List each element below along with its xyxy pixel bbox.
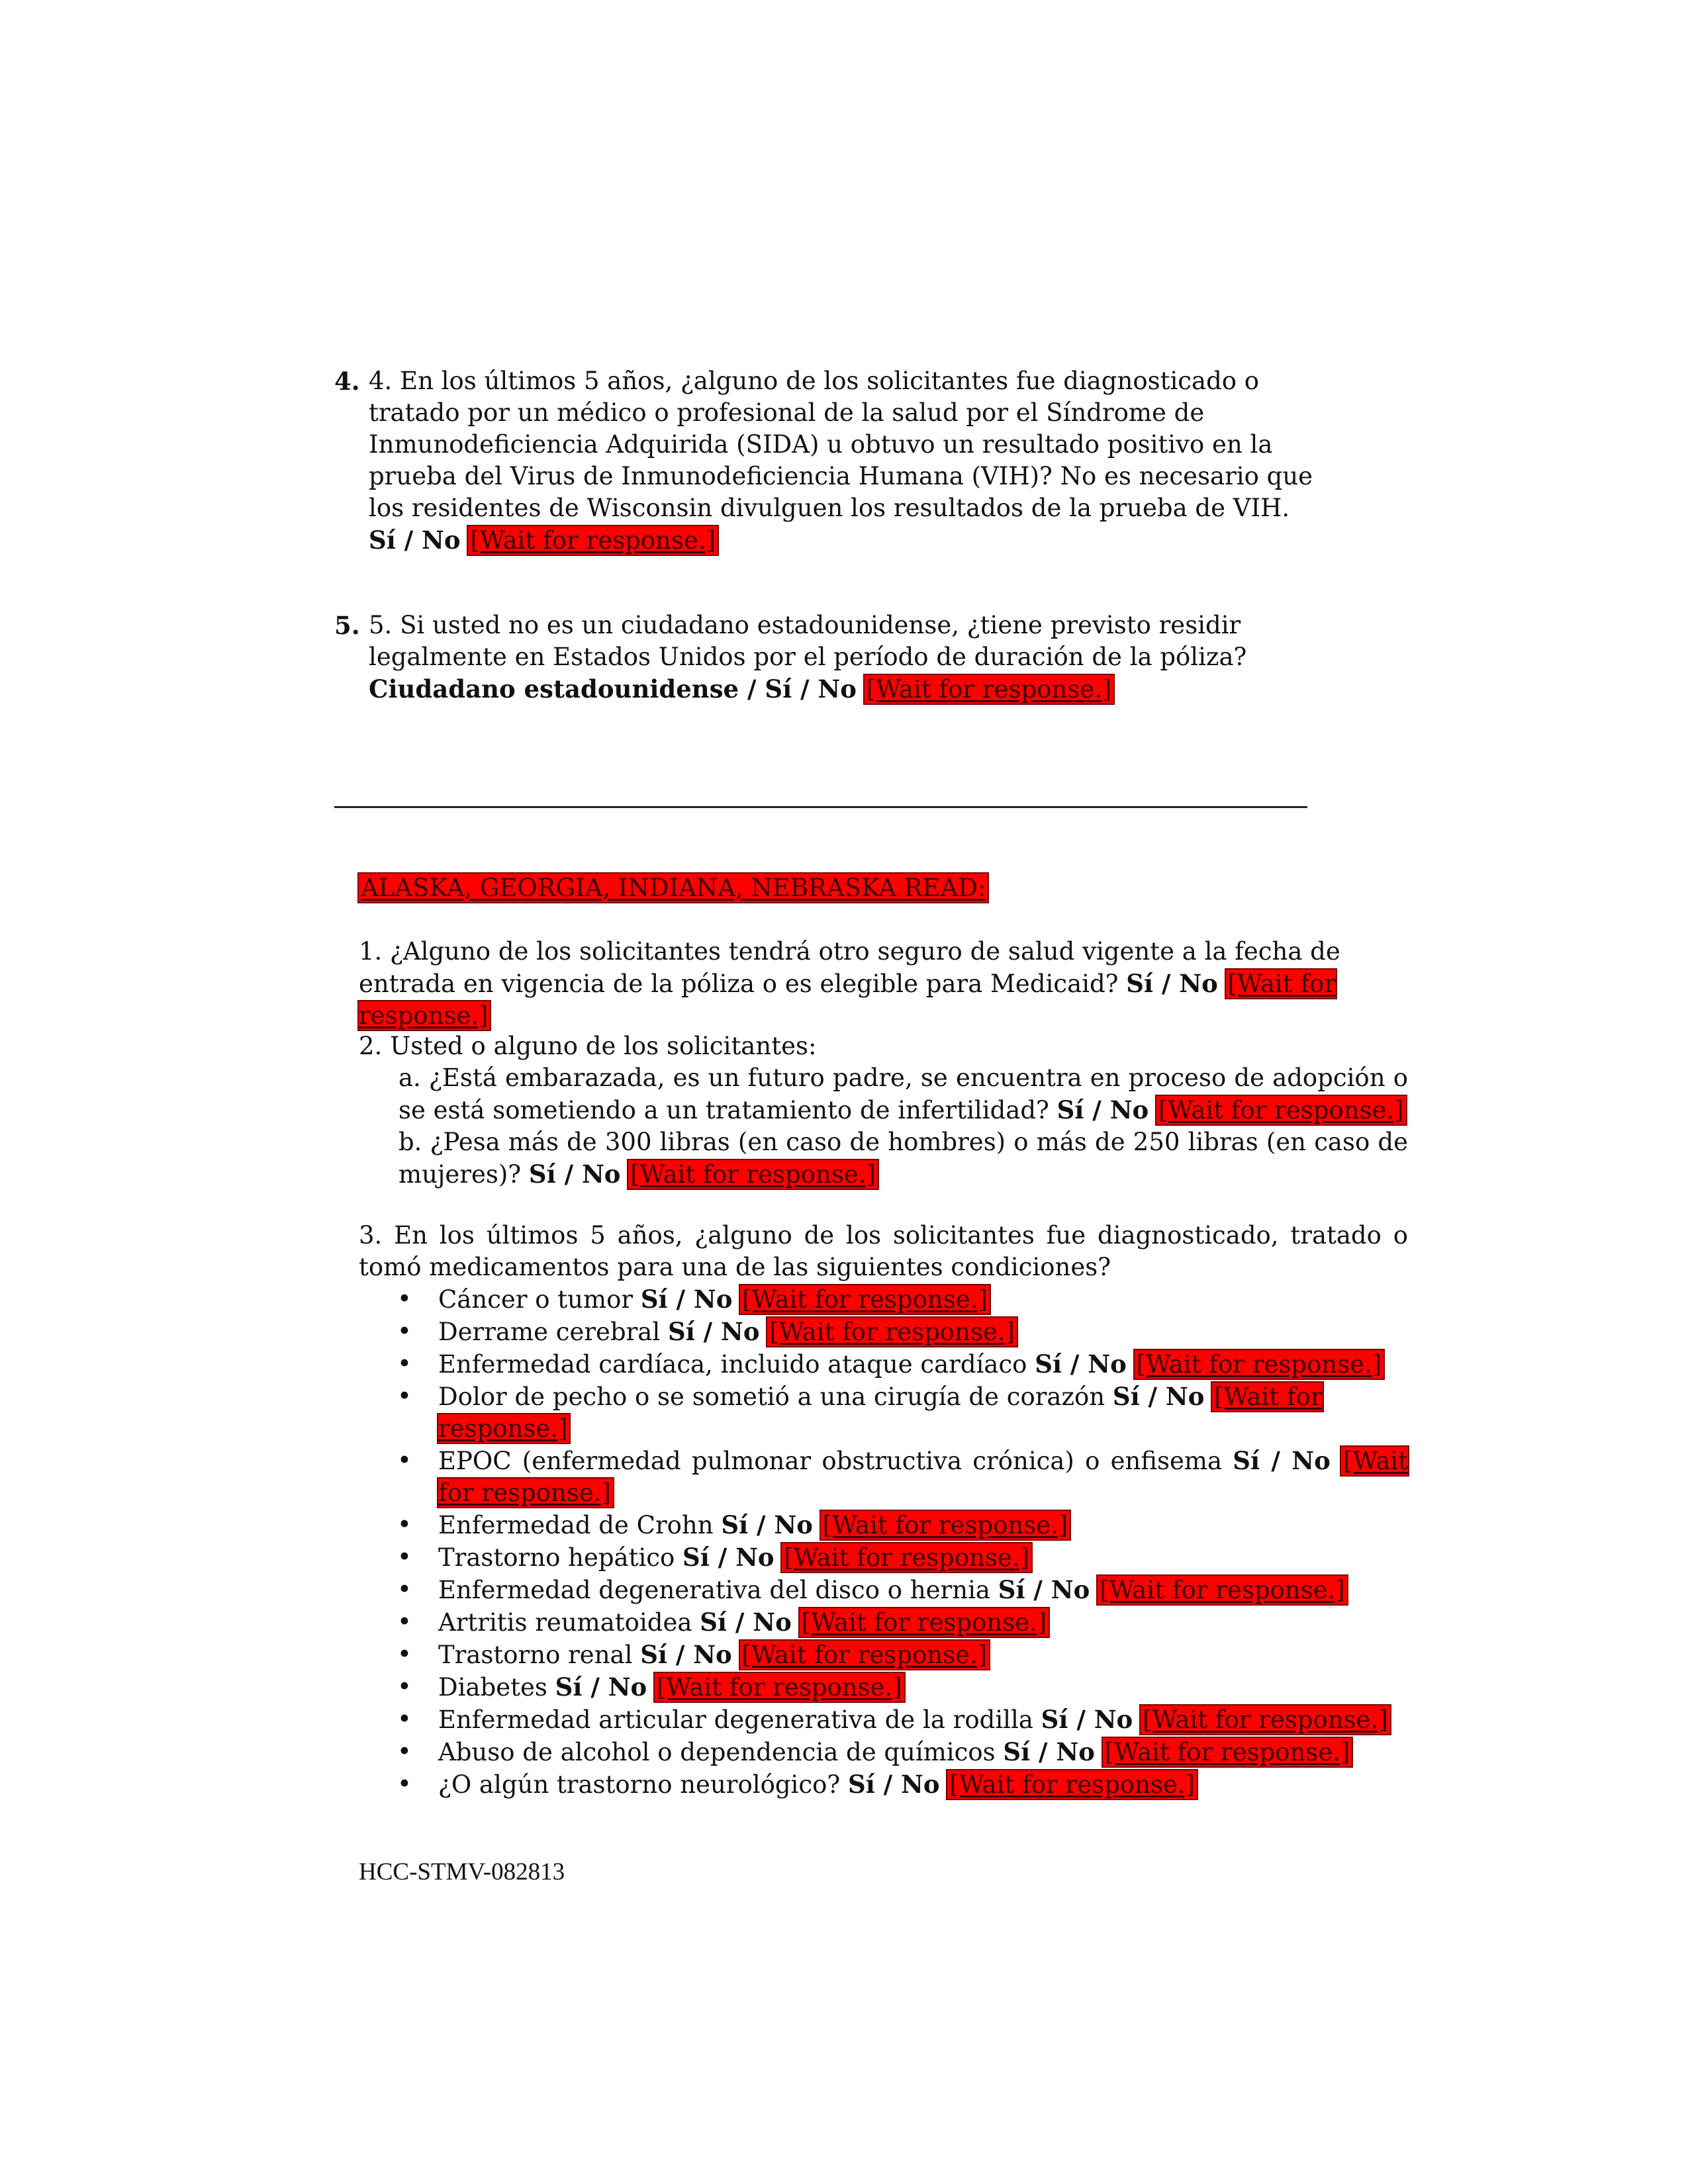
question-body: 5. Si usted no es un ciudadano estadounidense, ¿tiene previsto residir legalmente en Estados Unidos por el período de duración de la póliza? — [369, 611, 1247, 671]
answer-options: Sí / No — [1041, 1705, 1133, 1734]
answer-options: Sí / No — [682, 1543, 774, 1572]
question-text — [369, 610, 1314, 705]
section-question-3 — [359, 1220, 1408, 1801]
answer-options: Sí / No — [640, 1640, 732, 1669]
answer-options: Sí / No — [1112, 1382, 1205, 1411]
list-item — [359, 1509, 1408, 1541]
list-item — [359, 1606, 1408, 1639]
condition-label: Artritis reumatoidea — [438, 1608, 692, 1637]
list-item — [359, 1316, 1408, 1348]
wait-for-response-prompt: [Wait for response.] — [767, 1318, 1017, 1346]
wait-for-response-prompt: [Wait for response.] — [947, 1770, 1197, 1799]
answer-options: Sí / No — [700, 1608, 792, 1637]
condition-label: Trastorno hepático — [438, 1543, 675, 1572]
wait-for-response-prompt: [Wait for response.] — [740, 1285, 990, 1314]
document-code: HCC-STMV-082813 — [359, 1858, 565, 1886]
wait-for-response-prompt: [Wait for response.] — [1141, 1706, 1390, 1734]
condition-label: Enfermedad articular degenerativa de la rodilla — [438, 1706, 1033, 1734]
answer-options: Ciudadano estadounidense / Sí / No — [369, 674, 857, 704]
list-item — [359, 1348, 1408, 1381]
answer-options: Sí / No — [847, 1770, 940, 1799]
wait-for-response-prompt: [Wait for response.] — [821, 1511, 1070, 1539]
answer-options: Sí / No — [528, 1160, 621, 1189]
answer-options: Sí / No — [998, 1575, 1090, 1604]
answer-options: Sí / No — [1056, 1095, 1149, 1124]
answer-options: Sí / No — [667, 1317, 760, 1346]
list-item — [359, 1736, 1408, 1768]
condition-label: Dolor de pecho o se sometió a una cirugía de corazón — [438, 1383, 1105, 1411]
wait-for-response-prompt: [Wait for response.] — [628, 1160, 878, 1189]
answer-options: Sí / No — [555, 1672, 647, 1702]
answer-options: Sí / No — [1035, 1349, 1127, 1379]
condition-label: Enfermedad de Crohn — [438, 1511, 714, 1539]
condition-label: Enfermedad degenerativa del disco o hernia — [438, 1576, 990, 1604]
answer-options: Sí / No — [369, 525, 461, 555]
wait-for-response-prompt: [Wait for response.] — [655, 1673, 904, 1702]
condition-label: ¿O algún trastorno neurológico? — [438, 1770, 841, 1799]
list-item — [359, 1768, 1408, 1801]
condition-label: Abuso de alcohol o dependencia de químicos — [438, 1738, 996, 1766]
wait-for-response-prompt: [Wait for response.] — [468, 526, 718, 555]
question-number: 4. — [334, 367, 360, 396]
wait-for-response-prompt: [Wait for response.] — [740, 1641, 990, 1669]
wait-for-response-prompt: [Wait for response.] — [438, 1383, 1323, 1443]
list-item — [359, 1704, 1408, 1736]
question-body: b. ¿Pesa más de 300 libras (en caso de hombres) o más de 250 libras (en caso de mujeres)? — [399, 1128, 1408, 1189]
condition-label: EPOC (enfermedad pulmonar obstructiva crónica) o enfisema — [438, 1447, 1223, 1475]
question-number: 5. — [334, 611, 360, 640]
question-body: a. ¿Está embarazada, es un futuro padre, se encuentra en proceso de adopción o se está sometiendo a un tratamiento de infertilidad? — [399, 1064, 1408, 1124]
wait-for-response-prompt: [Wait for response.] — [1156, 1096, 1406, 1124]
wait-for-response-prompt: [Wait for response.] — [438, 1447, 1408, 1507]
condition-label: Trastorno renal — [438, 1641, 633, 1669]
wait-for-response-prompt: [Wait for response.] — [1135, 1350, 1384, 1379]
list-item — [359, 1445, 1408, 1509]
condition-label: Diabetes — [438, 1673, 547, 1702]
question-intro: 2. Usted o alguno de los solicitantes: — [359, 1032, 817, 1060]
conditions-list — [359, 1283, 1408, 1801]
section-divider — [334, 806, 1307, 808]
answer-options: Sí / No — [1233, 1446, 1331, 1475]
answer-options: Sí / No — [640, 1285, 733, 1314]
list-item — [359, 1671, 1408, 1704]
wait-for-response-prompt: [Wait for response.] — [359, 970, 1336, 1030]
wait-for-response-prompt: [Wait for response.] — [1103, 1738, 1352, 1766]
question-4 — [334, 365, 1314, 557]
answer-options: Sí / No — [1126, 969, 1218, 998]
answer-options: Sí / No — [1003, 1737, 1095, 1766]
wait-for-response-prompt: [Wait for response.] — [800, 1608, 1049, 1637]
question-5 — [334, 610, 1314, 705]
sub-question-b — [399, 1126, 1408, 1191]
condition-label: Cáncer o tumor — [438, 1285, 633, 1314]
wait-for-response-prompt: [Wait for response.] — [782, 1543, 1031, 1572]
list-item — [359, 1574, 1408, 1606]
state-instruction-heading: ALASKA, GEORGIA, INDIANA, NEBRASKA READ: — [359, 874, 988, 902]
wait-for-response-prompt: [Wait for response.] — [865, 675, 1114, 704]
sub-question-a — [399, 1062, 1408, 1126]
list-item — [359, 1381, 1408, 1445]
question-text — [369, 365, 1314, 557]
question-intro: 3. En los últimos 5 años, ¿alguno de los solicitantes fue diagnosticado, tratado o tomó medicamentos para una de las siguientes condiciones? — [359, 1221, 1408, 1281]
question-body: 4. En los últimos 5 años, ¿alguno de los solicitantes fue diagnosticado o tratado por un médico o profesional de la salud por el Síndrome de Inmunodeficiencia Adquirida (SIDA) u obtuvo un resultado positivo en la prueba del Virus de Inmunodeficiencia Humana (VIH)? No es necesario que los residentes de Wisconsin divulguen los resultados de la prueba de VIH. — [369, 367, 1313, 522]
section-question-2 — [359, 1030, 1408, 1191]
list-item — [359, 1283, 1408, 1316]
answer-options: Sí / No — [721, 1510, 813, 1539]
condition-label: Derrame cerebral — [438, 1318, 661, 1346]
question-body: 1. ¿Alguno de los solicitantes tendrá otro seguro de salud vigente a la fecha de entrada en vigencia de la póliza o es elegible para Medicaid? — [359, 937, 1340, 998]
section-heading — [359, 872, 988, 904]
list-item — [359, 1541, 1408, 1574]
wait-for-response-prompt: [Wait for response.] — [1098, 1576, 1347, 1604]
section-question-1 — [359, 936, 1408, 1032]
condition-label: Enfermedad cardíaca, incluido ataque cardíaco — [438, 1350, 1027, 1379]
list-item — [359, 1639, 1408, 1671]
